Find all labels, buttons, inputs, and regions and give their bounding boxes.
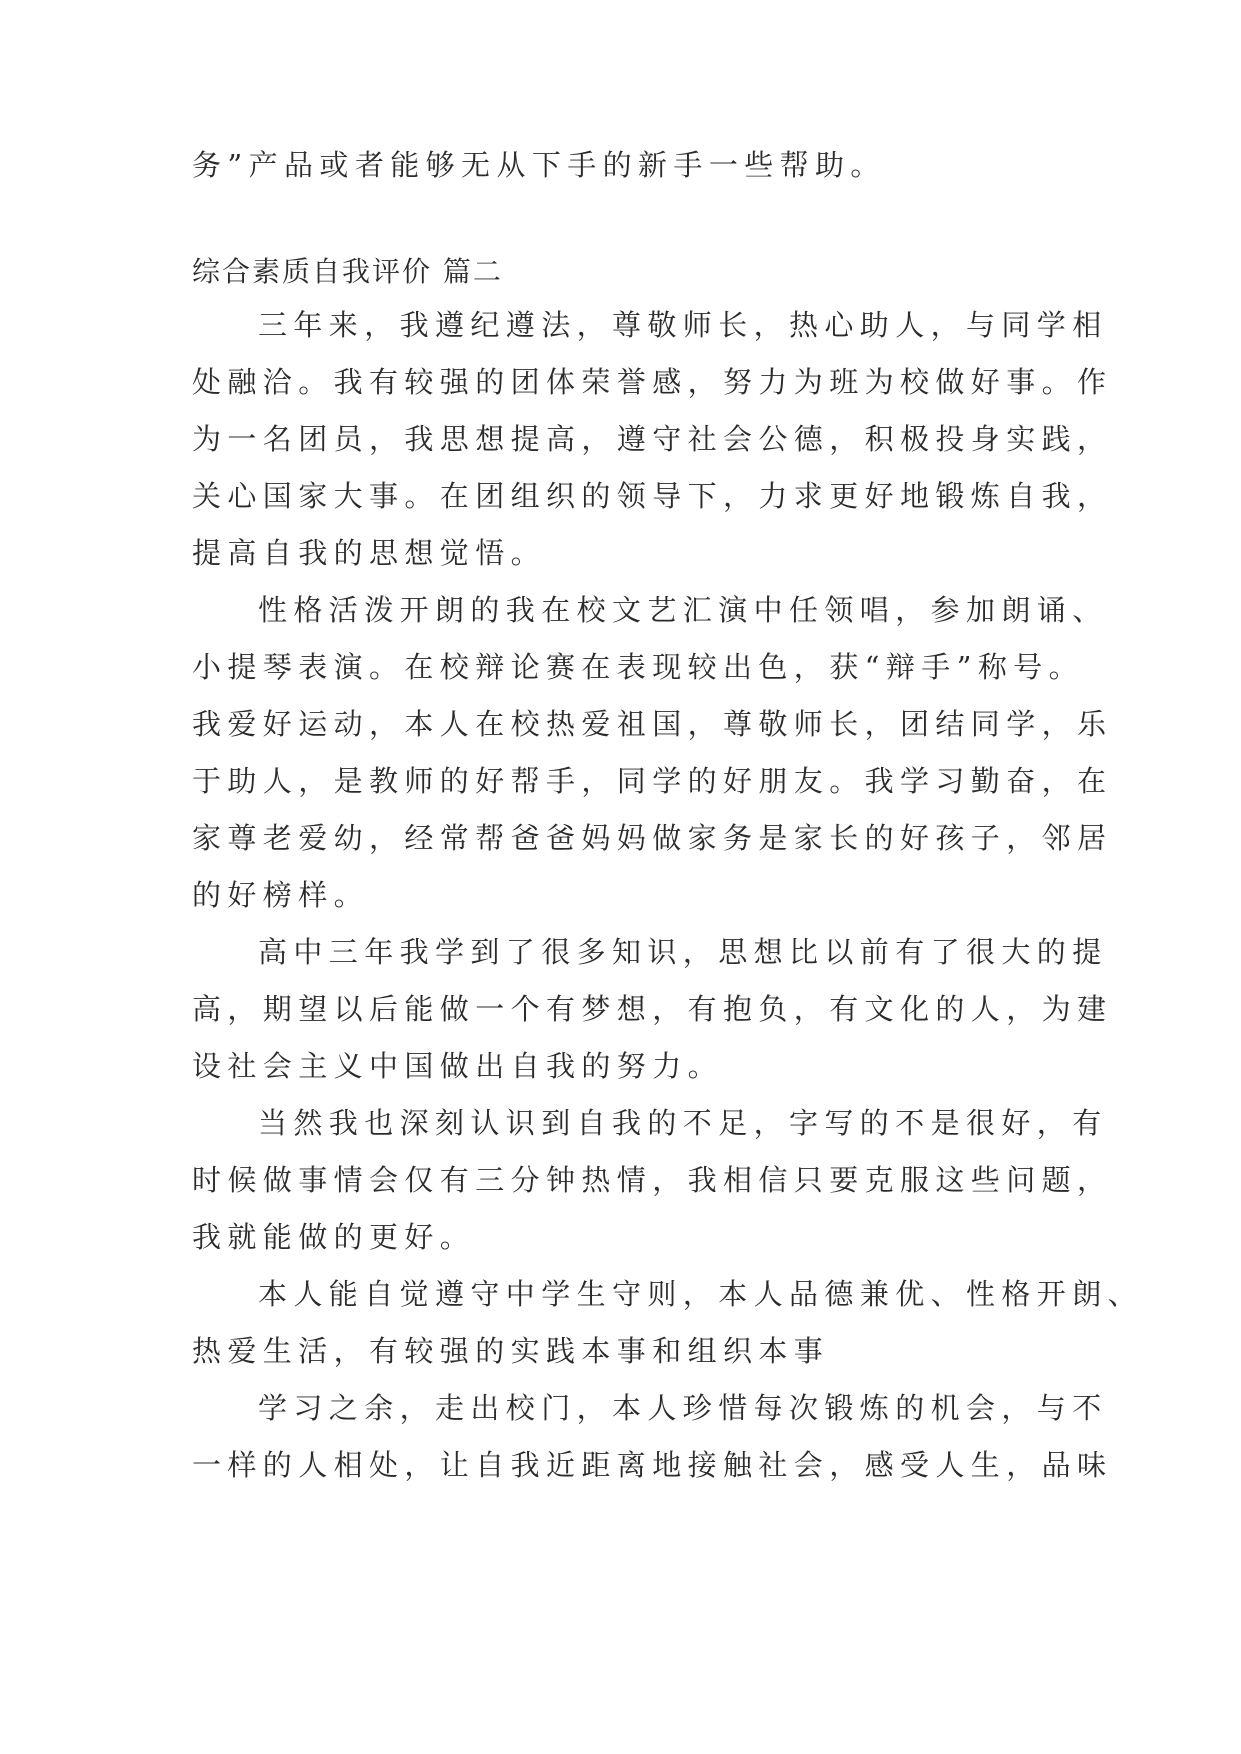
paragraph-5-line-2: 热爱生活，有较强的实践本事和组织本事 <box>192 1334 830 1368</box>
paragraph-2-line-3: 我爱好运动，本人在校热爱祖国，尊敬师长，团结同学，乐 <box>192 707 1113 741</box>
paragraph-2-line-6: 的好榜样。 <box>192 878 370 912</box>
paragraph-2-line-2: 小提琴表演。在校辩论赛在表现较出色，获“辩手”称号。 <box>192 650 1085 684</box>
paragraph-1-line-4: 关心国家大事。在团组织的领导下，力求更好地锻炼自我， <box>192 479 1113 513</box>
continuation-line: 务”产品或者能够无从下手的新手一些帮助。 <box>192 148 886 182</box>
paragraph-1-line-1: 三年来，我遵纪遵法，尊敬师长，热心助人，与同学相 <box>258 308 1108 342</box>
paragraph-2-line-4: 于助人，是教师的好帮手，同学的好朋友。我学习勤奋，在 <box>192 764 1113 798</box>
paragraph-1-line-3: 为一名团员，我思想提高，遵守社会公德，积极投身实践， <box>192 422 1113 456</box>
section-title: 综合素质自我评价 篇二 <box>192 255 503 288</box>
paragraph-5-line-1: 本人能自觉遵守中学生守则，本人品德兼优、性格开朗、 <box>258 1277 1144 1311</box>
paragraph-2-line-1: 性格活泼开朗的我在校文艺汇演中任领唱，参加朗诵、 <box>258 593 1108 627</box>
paragraph-4-line-2: 时候做事情会仅有三分钟热情，我相信只要克服这些问题， <box>192 1163 1113 1197</box>
paragraph-1-line-5: 提高自我的思想觉悟。 <box>192 536 547 570</box>
paragraph-6-line-2: 一样的人相处，让自我近距离地接触社会，感受人生，品味 <box>192 1448 1113 1482</box>
paragraph-6-line-1: 学习之余，走出校门，本人珍惜每次锻炼的机会，与不 <box>258 1391 1108 1425</box>
paragraph-1-line-2: 处融洽。我有较强的团体荣誉感，努力为班为校做好事。作 <box>192 365 1113 399</box>
paragraph-3-line-2: 高，期望以后能做一个有梦想，有抱负，有文化的人，为建 <box>192 992 1113 1026</box>
paragraph-4-line-3: 我就能做的更好。 <box>192 1220 476 1254</box>
paragraph-4-line-1: 当然我也深刻认识到自我的不足，字写的不是很好，有 <box>258 1106 1108 1140</box>
paragraph-2-line-5: 家尊老爱幼，经常帮爸爸妈妈做家务是家长的好孩子，邻居 <box>192 821 1113 855</box>
paragraph-3-line-1: 高中三年我学到了很多知识，思想比以前有了很大的提 <box>258 935 1108 969</box>
paragraph-3-line-3: 设社会主义中国做出自我的努力。 <box>192 1049 724 1083</box>
